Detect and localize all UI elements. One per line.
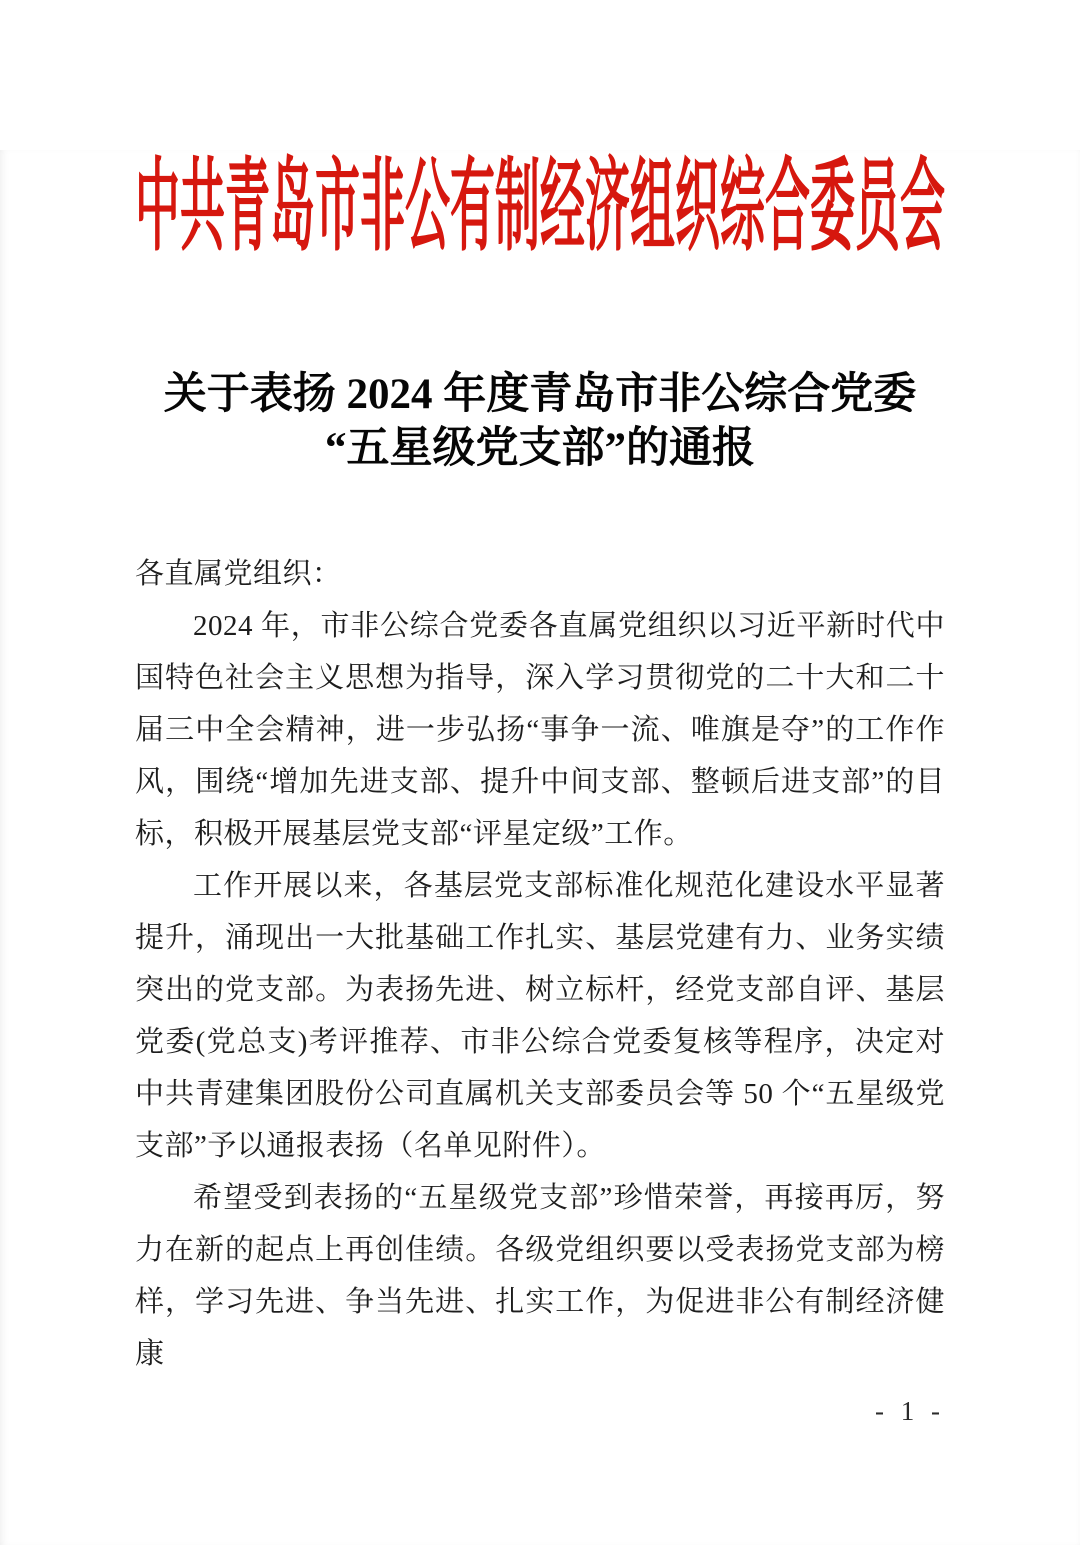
letterhead-committee-name: 中共青岛市非公有制经济组织综合委员会 <box>135 150 946 264</box>
document-body <box>135 548 945 1380</box>
body-paragraph-2: 工作开展以来，各基层党支部标准化规范化建设水平显著提升，涌现出一大批基础工作扎实、基层党建有力、业务实绩突出的党支部。为表扬先进、树立标杆，经党支部自评、基层党委(党总支)考评推荐、市非公综合党委复核等程序，决定对中共青建集团股份公司直属机关支部委员会等 50 个“五星级党支部”予以通报表扬（名单见附件）。 <box>135 870 945 1162</box>
body-paragraph-1: 2024 年，市非公综合党委各直属党组织以习近平新时代中国特色社会主义思想为指导，深入学习贯彻党的二十大和二十届三中全会精神，进一步弘扬“事争一流、唯旗是夺”的工作作风，围绕“增加先进支部、提升中间支部、整顿后进支部”的目标，积极开展基层党支部“评星定级”工作。 <box>135 610 945 850</box>
page-number: - 1 - <box>875 1396 945 1426</box>
document-title <box>100 368 980 476</box>
body-paragraph-3: 希望受到表扬的“五星级党支部”珍惜荣誉，再接再厉，努力在新的起点上再创佳绩。各级党组织要以受表扬党支部为榜样，学习先进、争当先进、扎实工作，为促进非公有制经济健康 <box>135 1182 945 1370</box>
red-letterhead <box>135 150 945 266</box>
document-page <box>0 150 1080 1545</box>
document-title-line1: 关于表扬 2024 年度青岛市非公综合党委 <box>163 371 917 418</box>
document-title-line2: “五星级党支部”的通报 <box>325 425 755 472</box>
salutation: 各直属党组织： <box>135 558 342 590</box>
